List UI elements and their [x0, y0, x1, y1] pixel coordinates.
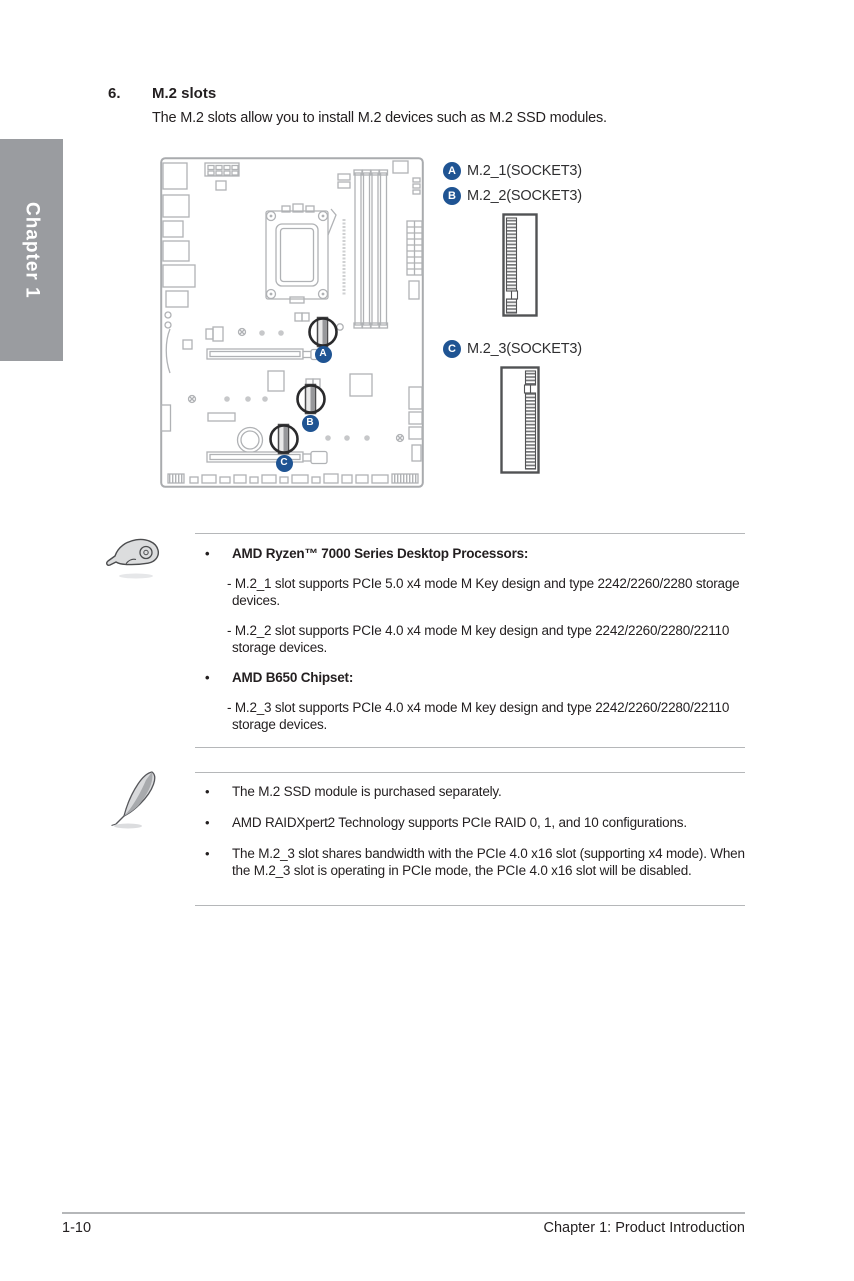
note-heading: • AMD Ryzen™ 7000 Series Desktop Processors: — [195, 545, 745, 562]
chapter-tab — [0, 139, 63, 361]
general-note — [195, 772, 745, 906]
section-intro: The M.2 slots allow you to install M.2 devices such as M.2 SSD modules. — [152, 110, 607, 126]
footer-divider — [62, 1212, 745, 1214]
footer-chapter-title: Chapter 1: Product Introduction — [543, 1220, 745, 1236]
note-heading: • AMD B650 Chipset: — [195, 669, 745, 686]
callout-b-badge: B — [443, 187, 461, 205]
callout-row-a — [443, 162, 582, 180]
callout-a-badge: A — [443, 162, 461, 180]
m2-socket-drawing-1 — [502, 213, 538, 322]
chapter-tab-label: Chapter 1 — [21, 201, 43, 299]
section-title: M.2 slots — [152, 85, 217, 102]
board-callout-a: A — [315, 346, 332, 363]
pointing-hand-icon — [106, 534, 162, 585]
callout-b-label: M.2_2(SOCKET3) — [467, 188, 582, 204]
section-number: 6. — [108, 85, 121, 102]
motherboard-drawing — [160, 157, 424, 488]
note-item: • The M.2 SSD module is purchased separately. — [195, 783, 745, 800]
callout-a-label: M.2_1(SOCKET3) — [467, 163, 582, 179]
board-callout-b: B — [302, 415, 319, 432]
note-subitem: - M.2_3 slot supports PCIe 4.0 x4 mode M key design and type 2242/2260/2280/22110 storage devices. — [227, 700, 730, 732]
m2-socket-drawing-2 — [500, 366, 540, 479]
note-item: • AMD RAIDXpert2 Technology supports PCIe RAID 0, 1, and 10 configurations. — [195, 814, 745, 831]
note-subitem: - M.2_2 slot supports PCIe 4.0 x4 mode M key design and type 2242/2260/2280/22110 storage devices. — [227, 623, 730, 655]
note-subitem: - M.2_1 slot supports PCIe 5.0 x4 mode M Key design and type 2242/2260/2280 storage devices. — [227, 576, 740, 608]
note-item: • The M.2_3 slot shares bandwidth with the PCIe 4.0 x16 slot (supporting x4 mode). When the M.2_3 slot is operating in PCIe mode, the PCIe 4.0 x16 slot will be disabled. — [195, 845, 745, 879]
callout-row-c — [443, 340, 582, 358]
callout-c-badge: C — [443, 340, 461, 358]
callout-c-label: M.2_3(SOCKET3) — [467, 341, 582, 357]
board-callout-c: C — [276, 455, 293, 472]
quill-pen-icon — [108, 768, 160, 835]
important-note — [195, 533, 745, 748]
callout-row-b — [443, 187, 582, 205]
motherboard-diagram — [160, 157, 424, 488]
footer-page-number: 1-10 — [62, 1220, 92, 1236]
